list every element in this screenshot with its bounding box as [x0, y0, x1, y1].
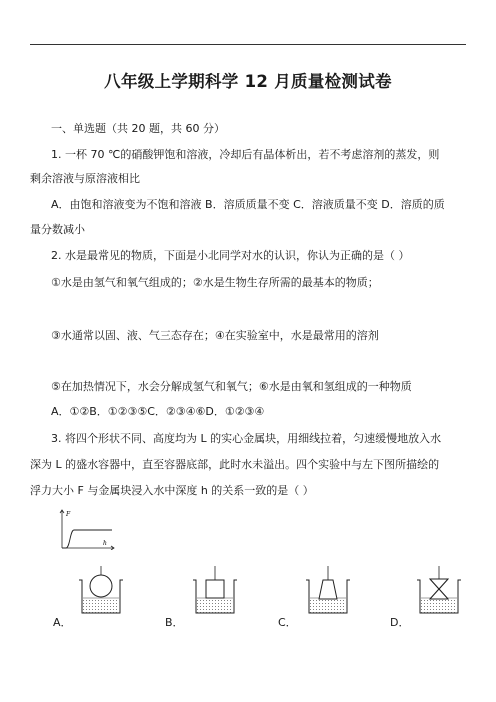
q2-options: A．①②B．①②③⑤C．②③④⑥D．①②③④	[51, 405, 265, 418]
q3-line-1: 3. 将四个形状不同、高度均为 L 的实心金属块，用细线拉着，匀速缓慢地放入水	[51, 432, 442, 445]
q2-statement-2: ③水通常以固、液、气三态存在；④在实验室中，水是最常用的溶剂	[51, 329, 379, 342]
graph-y-label: F	[66, 511, 71, 518]
option-c-label: C．	[278, 616, 297, 629]
q1-line-2: 剩余溶液与原溶液相比	[30, 172, 140, 185]
beaker-c-trapezoid	[303, 566, 353, 616]
q1-options-line: A．由饱和溶液变为不饱和溶液 B．溶质质量不变 C．溶液质量不变 D．溶质的质	[51, 198, 445, 211]
q2-statement-3: ⑤在加热情况下，水会分解成氢气和氧气；⑥水是由氧和氢组成的一种物质	[51, 380, 412, 393]
graph-x-label: h	[103, 540, 107, 547]
section-heading: 一、单选题（共 20 题，共 60 分）	[51, 122, 225, 135]
q1-line-1: 1. 一杯 70 ℃的硝酸钾饱和溶液，冷却后有晶体析出，若不考虑溶剂的蒸发，则	[51, 148, 440, 161]
header-rule	[30, 44, 466, 45]
q2-statement-1: ①水是由氢气和氧气组成的；②水是生物生存所需的最基本的物质；	[51, 276, 379, 289]
force-depth-graph	[56, 508, 116, 550]
q1-options-line-2: 量分数减小	[30, 223, 85, 236]
beaker-a-sphere	[76, 566, 126, 616]
option-b-label: B．	[165, 616, 184, 629]
exam-title: 八年级上学期科学 12 月质量检测试卷	[104, 72, 392, 91]
beaker-d-hourglass	[414, 566, 464, 616]
beaker-b-cube	[190, 566, 240, 616]
q3-line-2: 深为 L 的盛水容器中，直至容器底部，此时水未溢出。四个实验中与左下图所描绘的	[30, 458, 440, 471]
q3-line-3: 浮力大小 F 与金属块浸入水中深度 h 的关系一致的是（ ）	[30, 484, 314, 497]
q2-line-1: 2. 水是最常见的物质，下面是小北同学对水的认识，你认为正确的是（ ）	[51, 249, 410, 262]
option-a-label: A．	[53, 616, 72, 629]
option-d-label: D．	[390, 616, 410, 629]
